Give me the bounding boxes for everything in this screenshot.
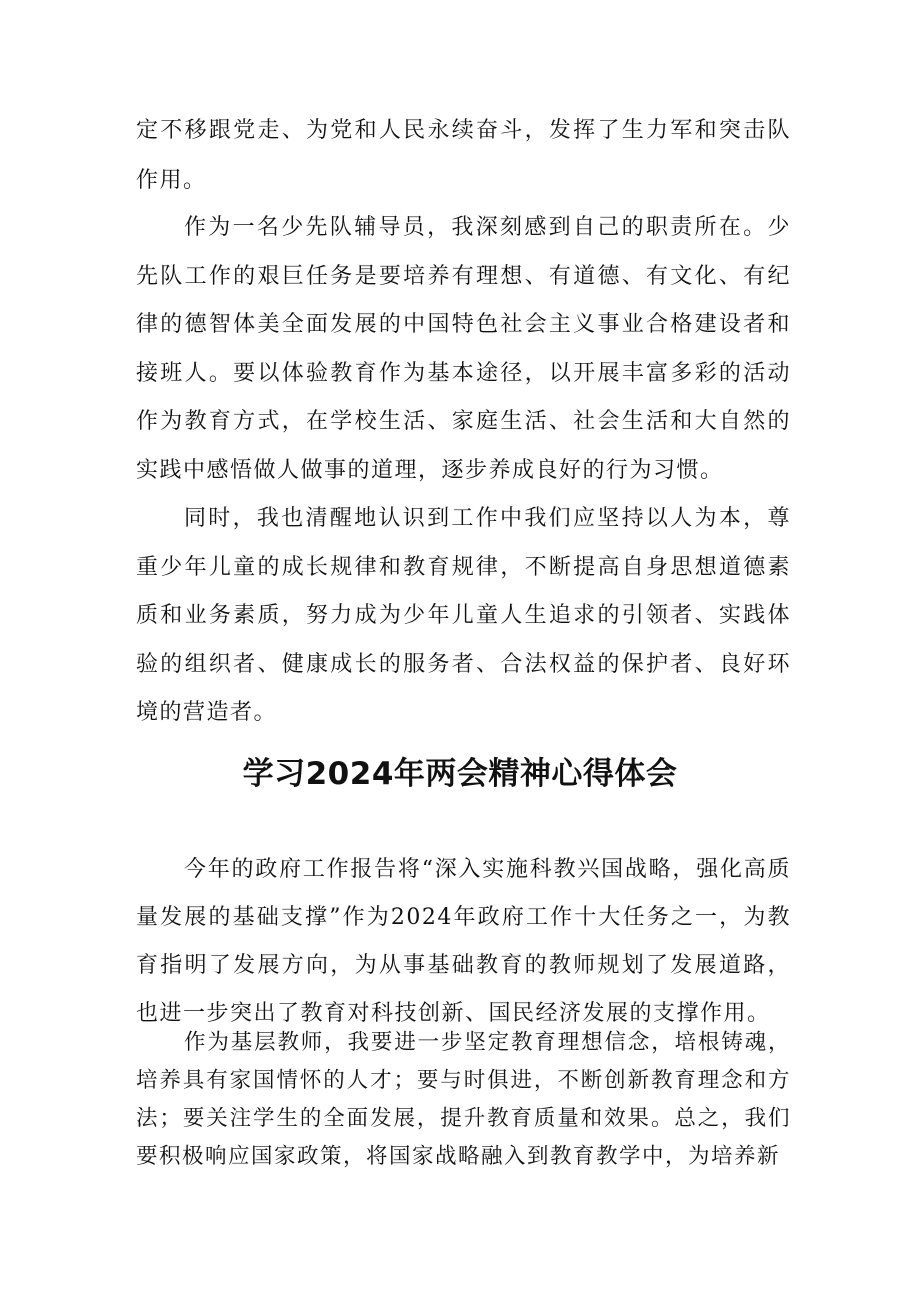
paragraph-counselor-duty: 作为一名少先队辅导员，我深刻感到自己的职责所在。少先队工作的艰巨任务是要培养有理想、有道德、有文化、有纪律的德智体美全面发展的中国特色社会主义事业合格建设者和接班人。要以体验教育作为基本途径，以开展丰富多彩的活动作为教育方式，在学校生活、家庭生活、社会生活和大自然的实践中感悟做人做事的道理，逐步养成良好的行为习惯。 — [136, 215, 791, 483]
paragraph-continuation: 定不移跟党走、为党和人民永续奋斗，发挥了生力军和突击队作用。 — [136, 118, 791, 193]
paragraph-teacher-commitment: 作为基层教师，我要进一步坚定教育理想信念，培根铸魂，培养具有家国情怀的人才；要与时俱进，不断创新教育理念和方法；要关注学生的全面发展，提升教育质量和效果。总之，我们要积极响应国家政策，将国家战略融入到教育教学中，为培养新 — [136, 1030, 791, 1169]
section-title: 学习2024年两会精神心得体会 — [242, 756, 678, 792]
paragraph-gov-report: 今年的政府工作报告将“深入实施科教兴国战略，强化高质量发展的基础支撑”作为2024年政府工作十大任务之一，为教育指明了发展方向，为从事基础教育的教师规划了发展道路，也进一步突出了教育对科技创新、国民经济发展的支撑作用。 — [136, 857, 791, 1026]
paragraph-people-oriented: 同时，我也清醒地认识到工作中我们应坚持以人为本，尊重少年儿童的成长规律和教育规律，不断提高自身思想道德素质和业务素质，努力成为少年儿童人生追求的引领者、实践体验的组织者、健康成长的服务者、合法权益的保护者、良好环境的营造者。 — [136, 506, 791, 725]
